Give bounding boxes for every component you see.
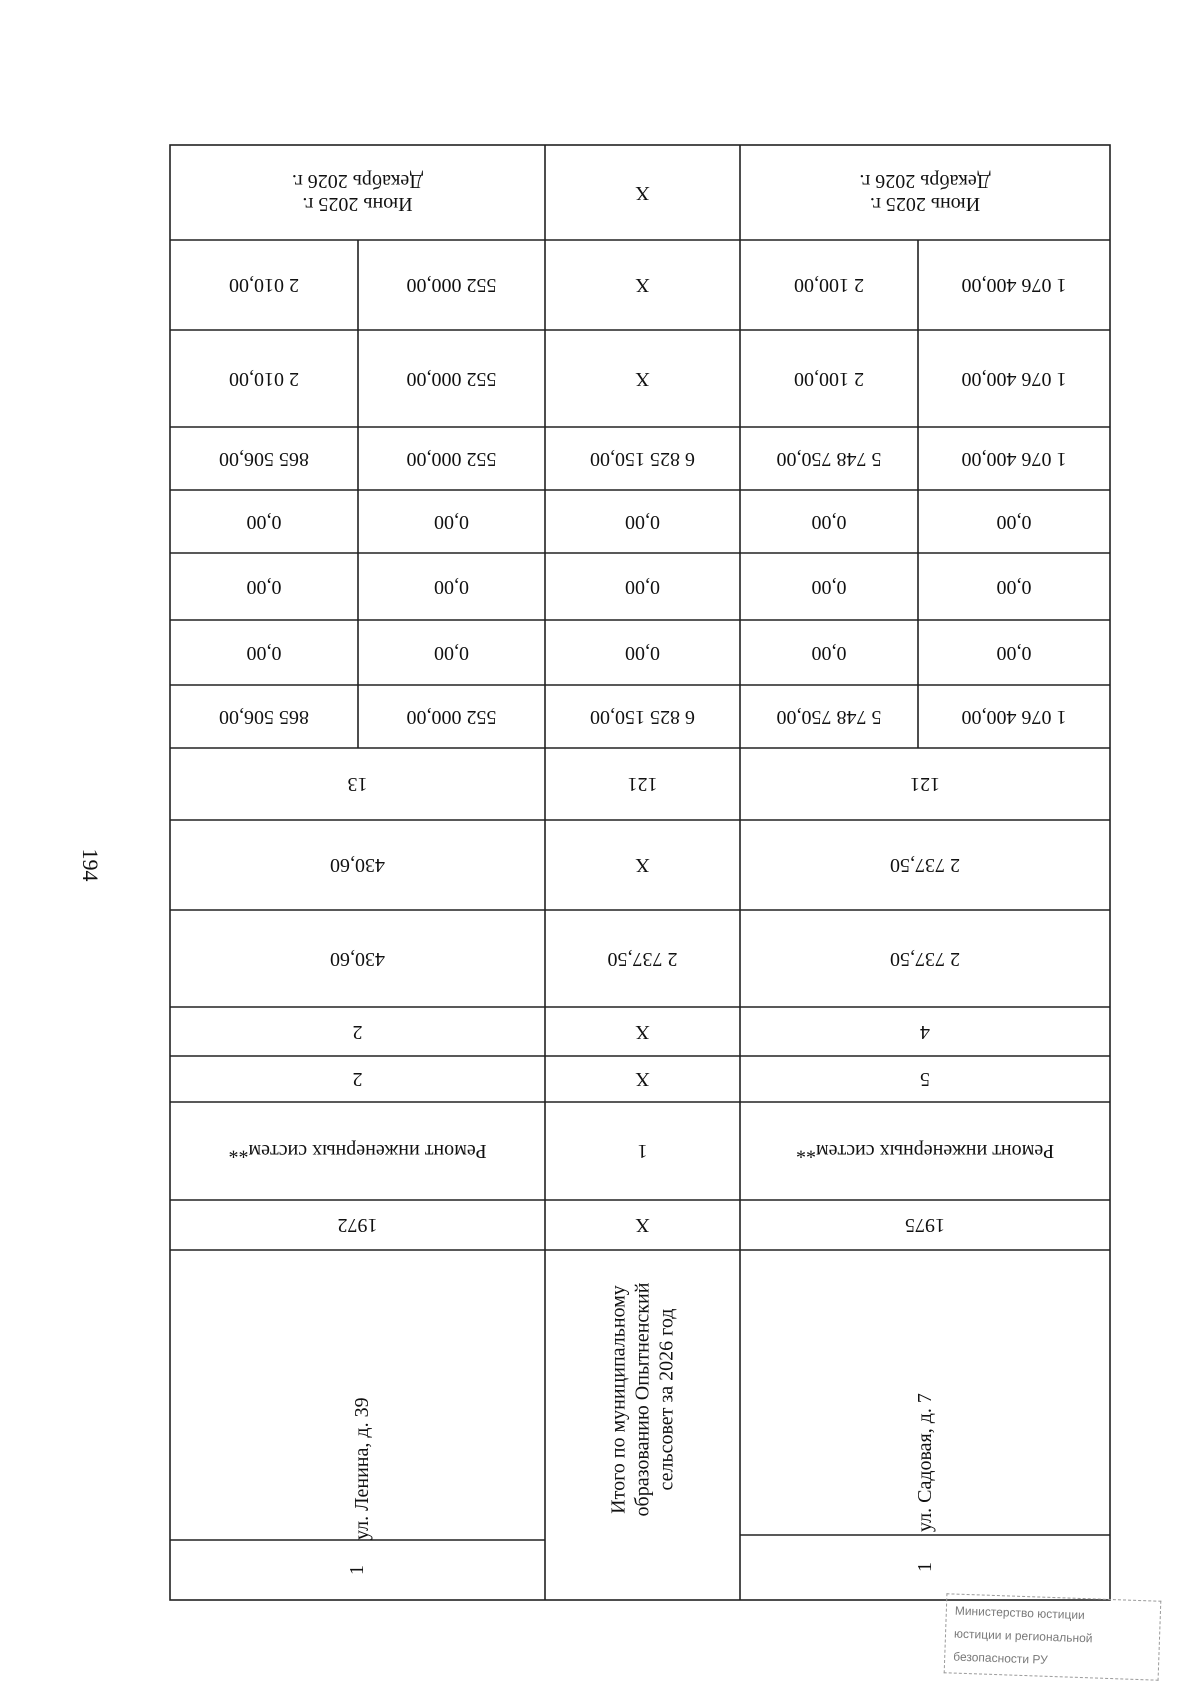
lenina-c9: 13 xyxy=(347,773,368,796)
lenina-year: 1972 xyxy=(337,1214,378,1237)
sadovaya-period-end: Декабрь 2026 г. xyxy=(859,170,991,193)
lenina-period xyxy=(170,145,545,240)
lenina-c6: 2 xyxy=(352,1021,363,1043)
sadovaya-work-type: Ремонт инженерных систем** xyxy=(795,1140,1055,1163)
total-c8: X xyxy=(635,854,650,877)
sadovaya-c11-a: 0,00 xyxy=(996,642,1032,664)
lenina-c15-a: 552 000,00 xyxy=(406,368,497,390)
sadovaya-address: ул. Садовая, д. 7 xyxy=(913,1393,936,1532)
sadovaya-c10-a: 1 076 400,00 xyxy=(961,706,1067,728)
sadovaya-c5: 5 xyxy=(920,1068,930,1091)
lenina-c14-b: 865 506,00 xyxy=(219,448,309,470)
lenina-c11-b: 0,00 xyxy=(246,642,282,664)
total-c5: X xyxy=(635,1068,650,1091)
lenina-period-end: Декабрь 2026 г. xyxy=(291,170,424,193)
page-number: 194 xyxy=(78,848,103,882)
stamp-line-2: юстиции и региональной xyxy=(953,1626,1093,1646)
sadovaya-c15-b: 2 100,00 xyxy=(794,368,864,390)
sadovaya-c11-b: 0,00 xyxy=(811,642,847,664)
lenina-c16-b: 2 010,00 xyxy=(229,274,299,297)
sadovaya-c7: 2 737,50 xyxy=(890,948,960,970)
lenina-c13-a: 0,00 xyxy=(434,511,469,533)
total-c13: 0,00 xyxy=(625,511,660,533)
total-year: X xyxy=(635,1214,650,1237)
sadovaya-c10-b: 5 748 750,00 xyxy=(776,706,882,728)
lenina-period-start: Июнь 2025 г. xyxy=(302,193,413,216)
lenina-c12-a: 0,00 xyxy=(434,576,469,598)
lenina-work-type: Ремонт инженерных систем** xyxy=(228,1140,487,1163)
sadovaya-c16-b: 2 100,00 xyxy=(794,274,864,297)
sadovaya-c13-a: 0,00 xyxy=(996,511,1032,533)
sadovaya-row-number: 1 xyxy=(914,1562,936,1572)
sadovaya-c16-a: 1 076 400,00 xyxy=(961,274,1067,297)
stamp-line-3: безопасности РУ xyxy=(953,1649,1048,1668)
total-label: Итого по муниципальному образованию Опытненский сельсовет за 2026 год xyxy=(607,1282,677,1517)
lenina-c16-a: 552 000,00 xyxy=(406,274,497,297)
lenina-c10-a: 552 000,00 xyxy=(406,706,497,728)
total-period: X xyxy=(635,182,650,204)
sadovaya-year: 1975 xyxy=(905,1214,945,1237)
total-c14: 6 825 150,00 xyxy=(590,448,695,470)
total-c16: X xyxy=(635,274,650,297)
registration-stamp xyxy=(944,1593,1162,1680)
lenina-c12-b: 0,00 xyxy=(246,576,282,598)
lenina-c11-a: 0,00 xyxy=(434,642,469,664)
sadovaya-c14-a: 1 076 400,00 xyxy=(961,448,1067,470)
lenina-c14-a: 552 000,00 xyxy=(406,448,497,470)
total-c6: X xyxy=(635,1021,650,1043)
total-c12: 0,00 xyxy=(625,576,660,598)
sadovaya-c12-b: 0,00 xyxy=(811,576,847,598)
lenina-row-number: 1 xyxy=(346,1565,368,1575)
sadovaya-c12-a: 0,00 xyxy=(996,576,1032,598)
sadovaya-c13-b: 0,00 xyxy=(811,511,847,533)
sadovaya-period xyxy=(740,145,1110,240)
lenina-c8: 430,60 xyxy=(330,854,385,877)
sadovaya-c15-a: 1 076 400,00 xyxy=(961,368,1067,390)
sadovaya-c14-b: 5 748 750,00 xyxy=(776,448,882,470)
lenina-c15-b: 2 010,00 xyxy=(229,368,299,390)
total-c9: 121 xyxy=(627,773,658,796)
total-c7: 2 737,50 xyxy=(607,948,678,970)
stamp-line-1: Министерство юстиции xyxy=(954,1603,1086,1622)
sadovaya-c9: 121 xyxy=(910,773,940,796)
lenina-c10-b: 865 506,00 xyxy=(219,706,309,728)
lenina-c5: 2 xyxy=(352,1068,363,1091)
total-c10: 6 825 150,00 xyxy=(590,706,695,728)
lenina-c13-b: 0,00 xyxy=(246,511,282,533)
sadovaya-c6: 4 xyxy=(920,1021,930,1043)
sadovaya-period-start: Июнь 2025 г. xyxy=(869,193,981,216)
total-c11: 0,00 xyxy=(625,642,660,664)
total-work-count: 1 xyxy=(637,1140,648,1163)
total-c15: X xyxy=(635,368,650,390)
lenina-address: ул. Ленина, д. 39 xyxy=(351,1397,373,1540)
lenina-c7: 430,60 xyxy=(330,948,385,970)
sadovaya-c8: 2 737,50 xyxy=(890,854,960,877)
